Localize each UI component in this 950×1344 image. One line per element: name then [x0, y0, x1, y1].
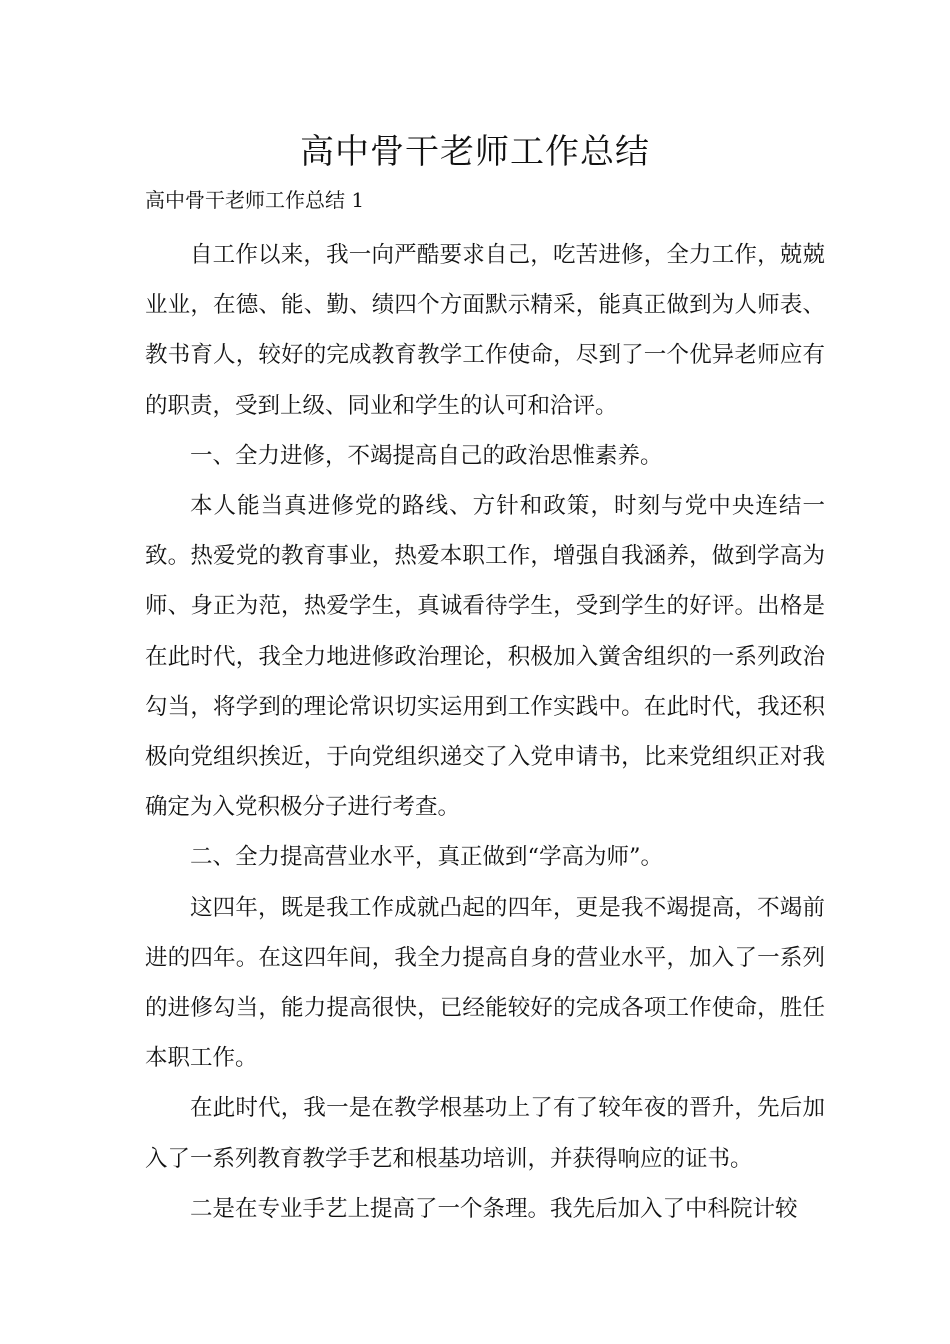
- paragraph-professional-skills: 二是在专业手艺上提高了一个条理。我先后加入了中科院计较: [190, 1195, 798, 1222]
- section-heading-1: 一、全力进修，不竭提高自己的政治思惟素养。: [190, 442, 663, 469]
- document-subtitle: 高中骨干老师工作总结 1: [145, 188, 365, 212]
- document-title: 高中骨干老师工作总结: [300, 132, 650, 172]
- document-body: [145, 230, 825, 1234]
- paragraph-politics: 本人能当真进修党的路线、方针和政策，时刻与党中央连结一致。热爱党的教育事业，热爱本职工作，增强自我涵养，做到学高为师、身正为范，热爱学生，真诚看待学生，受到学生的好评。出格是在此时代，我全力地进修政治理论，积极加入黉舍组织的一系列政治勾当，将学到的理论常识切实运用到工作实践中。在此时代，我还积极向党组织挨近，于向党组织递交了入党申请书，比来党组织正对我确定为入党积极分子进行考查。: [145, 493, 825, 821]
- paragraph-four-years: 这四年，既是我工作成就凸起的四年，更是我不竭提高，不竭前进的四年。在这四年间，我全力提高自身的营业水平，加入了一系列的进修勾当，能力提高很快，已经能较好的完成各项工作使命，胜任本职工作。: [145, 894, 825, 1072]
- section-heading-2: 二、全力提高营业水平，真正做到“学高为师”。: [190, 844, 664, 871]
- paragraph-teaching-skills: 在此时代，我一是在教学根基功上了有了较年夜的晋升，先后加入了一系列教育教学手艺和根基功培训，并获得响应的证书。: [145, 1095, 825, 1172]
- paragraph-intro: 自工作以来，我一向严酷要求自己，吃苦进修，全力工作，兢兢业业，在德、能、勤、绩四个方面默示精采，能真正做到为人师表、教书育人，较好的完成教育教学工作使命，尽到了一个优异老师应有的职责，受到上级、同业和学生的认可和洽评。: [145, 242, 825, 419]
